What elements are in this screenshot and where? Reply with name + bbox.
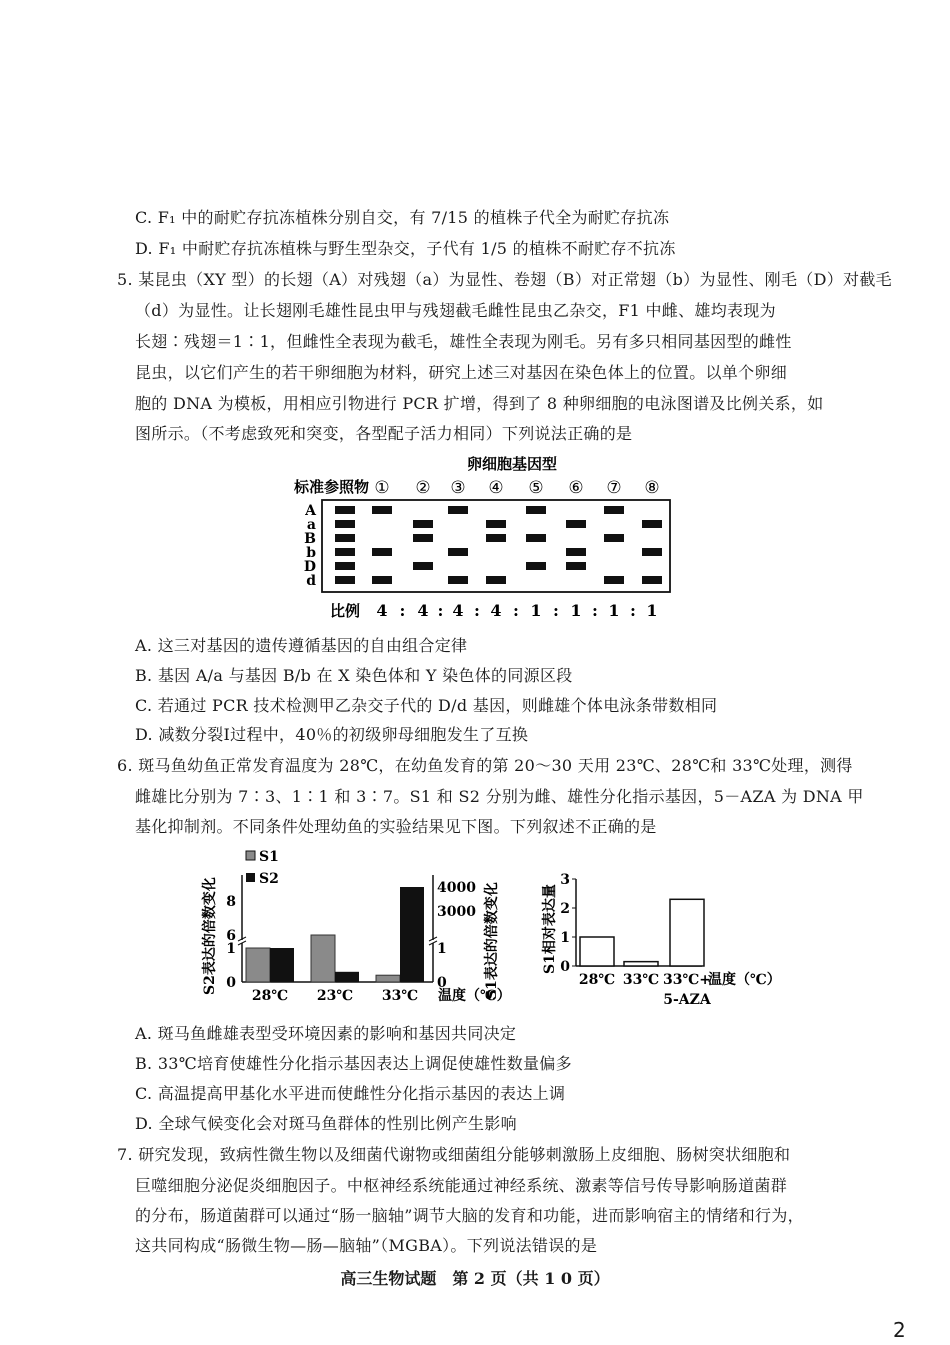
ref-band-A — [335, 506, 355, 514]
ref-band-d — [335, 576, 355, 584]
ratio-value: 1 — [570, 601, 582, 620]
lane-band-B — [413, 534, 433, 542]
q6-stem-line: 6. 斑马鱼幼鱼正常发育温度为 28℃，在幼鱼发育的第 20～30 天用 23℃、28℃和 33℃处理，测得 — [117, 756, 853, 775]
y-tick-label: 3 — [560, 872, 570, 888]
lane-band-B — [604, 534, 624, 542]
lane-label: ⑦ — [606, 478, 622, 498]
lane-band-b — [448, 548, 468, 556]
lane-band-D — [566, 562, 586, 570]
legend-swatch-s2 — [246, 873, 255, 882]
chart-s1-relative-expression — [536, 866, 796, 1011]
lane-label: ⑧ — [644, 478, 660, 498]
q4-option-c: C. F₁ 中的耐贮存抗冻植株分别自交，有 7/15 的植株子代全为耐贮存抗冻 — [135, 208, 670, 227]
row-label-D: D — [303, 559, 316, 575]
ratio-separator: : — [399, 601, 406, 620]
q5-stem-line: 胞的 DNA 为模板，用相应引物进行 PCR 扩增，得到了 8 种卵细胞的电泳图谱及比例关系，如 — [135, 394, 824, 413]
ratio-value: 1 — [646, 601, 658, 620]
q5-option-d: D. 减数分裂Ⅰ过程中，40％的初级卵母细胞发生了互换 — [135, 725, 529, 744]
right-tick-label: 3000 — [437, 904, 476, 920]
x-axis-title: 温度（℃） — [708, 972, 781, 988]
legend-label-s2: S2 — [259, 871, 279, 887]
q6-stem-line: 基化抑制剂。不同条件处理幼鱼的实验结果见下图。下列叙述不正确的是 — [135, 817, 657, 836]
ratio-value: 4 — [490, 601, 502, 620]
lane-band-a — [566, 520, 586, 528]
q6-option-a: A. 斑马鱼雌雄表型受环境因素的影响和基因共同决定 — [135, 1024, 517, 1043]
lane-label: ① — [374, 478, 390, 498]
lane-label: ② — [415, 478, 431, 498]
lane-band-A — [526, 506, 546, 514]
row-label-b: b — [306, 545, 316, 561]
lane-band-D — [413, 562, 433, 570]
row-label-A: A — [305, 503, 316, 519]
ratio-separator: : — [553, 601, 559, 620]
ratio-label: 比例 — [330, 602, 361, 620]
lane-band-d — [642, 576, 662, 584]
ratio-value: 4 — [417, 601, 429, 620]
row-label-B: B — [304, 531, 316, 547]
row-label-a: a — [306, 517, 316, 533]
x-tick-label: 33℃ — [622, 972, 660, 988]
q5-stem-line: 昆虫，以它们产生的若干卵细胞为材料，研究上述三对基因在染色体上的位置。以单个卵细 — [135, 363, 788, 382]
ratio-separator: : — [592, 601, 598, 620]
lane-band-A — [372, 506, 392, 514]
x-tick-label: 33℃ — [381, 988, 419, 1004]
q5-stem-line: 图所示。（不考虑致死和突变，各型配子活力相同）下列说法正确的是 — [135, 424, 633, 443]
q6-option-c: C. 高温提高甲基化水平进而使雌性分化指示基因的表达上调 — [135, 1084, 566, 1103]
lane-band-a — [486, 520, 506, 528]
bar-s1 — [376, 975, 400, 982]
lane-band-d — [486, 576, 506, 584]
lane-band-B — [486, 534, 506, 542]
q5-option-c: C. 若通过 PCR 技术检测甲乙杂交子代的 D/d 基因，则雌雄个体电泳条带数相同 — [135, 696, 718, 715]
q7-stem-line: 7. 研究发现，致病性微生物以及细菌代谢物或细菌组分能够刺激肠上皮细胞、肠树突状细胞和 — [117, 1145, 791, 1164]
legend-swatch-s1 — [246, 851, 255, 860]
bar-s1 — [311, 935, 335, 982]
bar-s2 — [400, 887, 424, 982]
x-tick-label: 28℃ — [578, 972, 616, 988]
q5-stem-line: 5. 某昆虫（XY 型）的长翅（A）对残翅（a）为显性、卷翅（B）对正常翅（b）为显性、刚毛（D）对截毛 — [117, 270, 892, 289]
left-tick-label: 0 — [226, 975, 236, 991]
q5-stem-line: （d）为显性。让长翅刚毛雄性昆虫甲与残翅截毛雌性昆虫乙杂交，F1 中雌、雄均表现为 — [135, 301, 776, 320]
x-tick-label: 28℃ — [251, 988, 289, 1004]
page-footer: 高三生物试题 第 2 页（共 1 0 页） — [340, 1269, 610, 1288]
ratio-separator: : — [437, 601, 444, 620]
lane-band-A — [604, 506, 624, 514]
lane-band-a — [642, 520, 662, 528]
right-tick-label: 1 — [437, 941, 447, 957]
y-tick-label: 0 — [560, 959, 570, 975]
ratio-separator: : — [630, 601, 636, 620]
lane-label: ⑥ — [568, 478, 584, 498]
y-tick-label: 2 — [560, 901, 570, 917]
lane-band-d — [604, 576, 624, 584]
bar-s1-expression — [580, 937, 614, 966]
bar-s2 — [270, 948, 294, 982]
q5-stem-line: 长翅∶残翅＝1∶1，但雌性全表现为截毛，雄性全表现为刚毛。另有多只相同基因型的雌性 — [135, 332, 792, 351]
ratio-value: 1 — [608, 601, 620, 620]
q7-stem-line: 的分布，肠道菌群可以通过“肠一脑轴”调节大脑的发育和功能，进而影响宿主的情绪和行为， — [135, 1206, 804, 1225]
lane-band-b — [642, 548, 662, 556]
q6-stem-line: 雌雄比分别为 7∶3、1∶1 和 3∶7。S1 和 S2 分别为雌、雄性分化指示基因，5－AZA 为 DNA 甲 — [135, 787, 864, 806]
lane-band-A — [448, 506, 468, 514]
lane-band-b — [372, 548, 392, 556]
gel-title: 卵细胞基因型 — [466, 455, 558, 473]
x-tick-label: 5-AZA — [663, 992, 711, 1008]
right-tick-label: 0 — [437, 975, 447, 991]
right-tick-label: 4000 — [437, 880, 476, 896]
lane-band-a — [413, 520, 433, 528]
x-axis-title: 温度（℃） — [438, 988, 511, 1004]
lane-label: ⑤ — [528, 478, 544, 498]
x-tick-label: 23℃ — [316, 988, 354, 1004]
left-tick-label: 6 — [226, 928, 236, 944]
row-label-d: d — [306, 573, 316, 589]
left-tick-label: 8 — [226, 894, 236, 910]
q4-option-d: D. F₁ 中耐贮存抗冻植株与野生型杂交，子代有 1/5 的植株不耐贮存不抗冻 — [135, 239, 676, 258]
lane-label: ③ — [450, 478, 466, 498]
gel-figure — [290, 452, 680, 624]
lane-band-d — [372, 576, 392, 584]
y-tick-label: 1 — [560, 930, 570, 946]
ratio-separator: : — [513, 601, 519, 620]
ref-band-a — [335, 520, 355, 528]
page-number: 2 — [893, 1318, 906, 1342]
lane-band-d — [448, 576, 468, 584]
lane-band-B — [526, 534, 546, 542]
ratio-value: 1 — [530, 601, 542, 620]
q5-option-b: B. 基因 A/a 与基因 B/b 在 X 染色体和 Y 染色体的同源区段 — [135, 666, 573, 685]
bar-s1-expression — [670, 899, 704, 966]
ratio-value: 4 — [452, 601, 464, 620]
bar-s1 — [246, 948, 270, 982]
ratio-value: 4 — [376, 601, 388, 620]
lane-band-D — [526, 562, 546, 570]
lane-band-b — [566, 548, 586, 556]
right-axis-title: S1表达的倍数变化 — [484, 882, 500, 1000]
chart-s1-s2-fold-change — [196, 845, 516, 1010]
left-axis-title: S2表达的倍数变化 — [202, 877, 218, 995]
lane-label: ④ — [488, 478, 504, 498]
ref-band-D — [335, 562, 355, 570]
q7-stem-line: 巨噬细胞分泌促炎细胞因子。中枢神经系统能通过神经系统、激素等信号传导影响肠道菌群 — [135, 1176, 788, 1195]
q5-option-a: A. 这三对基因的遗传遵循基因的自由组合定律 — [135, 636, 468, 655]
q6-option-d: D. 全球气候变化会对斑马鱼群体的性别比例产生影响 — [135, 1114, 517, 1133]
bar-s2 — [335, 972, 359, 982]
bar-s1-expression — [624, 962, 658, 966]
y-axis-title: S1相对表达量 — [542, 884, 558, 974]
ref-band-b — [335, 548, 355, 556]
legend-label-s1: S1 — [259, 849, 279, 865]
left-tick-label: 1 — [226, 941, 236, 957]
q6-option-b: B. 33℃培育使雄性分化指示基因表达上调促使雄性数量偏多 — [135, 1054, 572, 1073]
ref-band-B — [335, 534, 355, 542]
x-tick-label: 33℃+ — [663, 972, 711, 988]
gel-ref-label: 标准参照物 — [294, 478, 370, 496]
ratio-separator: : — [474, 601, 480, 620]
q7-stem-line: 这共同构成“肠微生物—肠—脑轴”（MGBA）。下列说法错误的是 — [135, 1236, 598, 1255]
